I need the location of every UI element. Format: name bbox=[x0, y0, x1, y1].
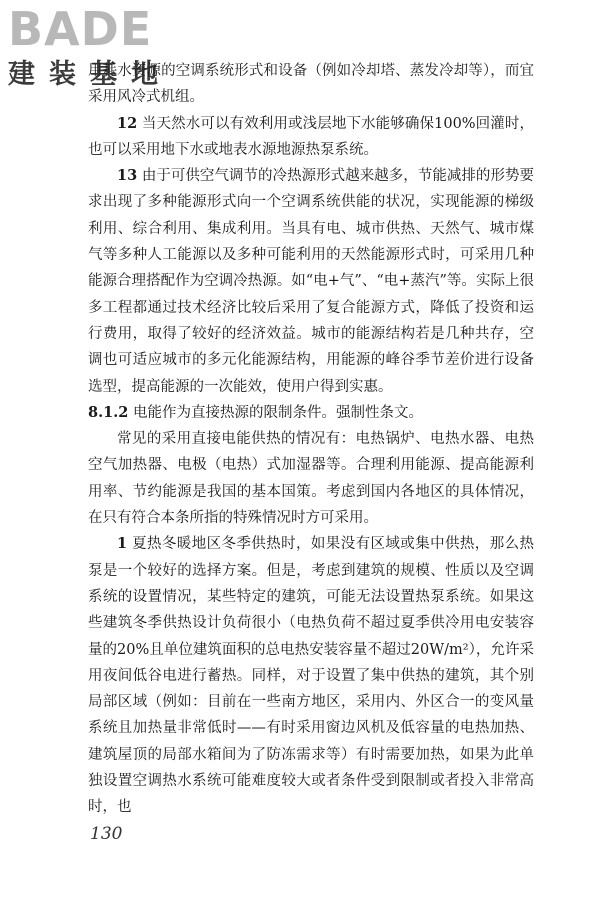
paragraph-text: 常见的采用直接电能供热的情况有：电热锅炉、电热水器、电热空气加热器、电极（电热）式加湿器等。合理利用能源、提高能源利用率、节约能源是我国的基本国策。考虑到国内各地区的具体情况，在只有符合本条所指的特殊情况时方可采用。 bbox=[88, 431, 534, 527]
logo-brand: BADE bbox=[8, 2, 153, 56]
paragraph-item-12 bbox=[88, 111, 534, 164]
paragraph-text: 夏热冬暖地区冬季供热时，如果没有区域或集中供热，那么热泵是一个较好的选择方案。但是，考虑到建筑的规模、性质以及空调系统的设置情况，某些特定的建筑，可能无法设置热泵系统。如果这些建筑冬季供热设计负荷很小（电热负荷不超过夏季供冷用电安装容量的20%且单位建筑面积的总电热安装容量不超过20W/m²），允许采用夜间低谷电进行蓄热。同样，对于设置了集中供热的建筑，其个别局部区域（例如：目前在一些南方地区，采用内、外区合一的变风量系统且加热量非常低时——有时采用窗边风机及低容量的电热加热、建筑屋顶的局部水箱间为了防冻需求等）有时需要加热，如果为此单独设置空调热水系统可能难度较大或者条件受到限制或者投入非常高时，也 bbox=[88, 536, 535, 816]
paragraph-body bbox=[88, 426, 534, 531]
item-number: 12 bbox=[117, 114, 138, 132]
clause-heading bbox=[88, 400, 534, 426]
paragraph-continued bbox=[88, 58, 534, 111]
item-number: 13 bbox=[117, 167, 138, 185]
paragraph-text: 用耗水资源的空调系统形式和设备（例如冷却塔、蒸发冷却等），而宜采用风冷式机组。 bbox=[88, 63, 534, 106]
paragraph-item-13 bbox=[88, 163, 534, 400]
clause-number: 8.1.2 bbox=[88, 403, 129, 421]
paragraph-item-1 bbox=[88, 531, 534, 820]
page-body bbox=[88, 58, 534, 821]
page-number: 130 bbox=[90, 824, 123, 844]
paragraph-text: 当天然水可以有效利用或浅层地下水能够确保100%回灌时，也可以采用地下水或地表水源地源热泵系统。 bbox=[88, 115, 535, 158]
item-number: 1 bbox=[117, 535, 128, 553]
logo-subtitle: 建装基地 bbox=[8, 59, 172, 90]
clause-title: 电能作为直接热源的限制条件。强制性条文。 bbox=[132, 404, 423, 421]
paragraph-text: 由于可供空气调节的冷热源形式越来越多，节能减排的形势要求出现了多种能源形式向一个空调系统供能的状况，实现能源的梯级利用、综合利用、集成利用。当具有电、城市供热、天然气、城市煤气等多种人工能源以及多种可能利用的天然能源形式时，可采用几种能源合理搭配作为空调冷热源。如“电+气”、“电+蒸汽”等。实际上很多工程都通过技术经济比较后采用了复合能源方式，降低了投资和运行费用，取得了较好的经济效益。城市的能源结构若是几种共存，空调也可适应城市的多元化能源结构，用能源的峰谷季节差价进行设备选型，提高能源的一次能效，使用户得到实惠。 bbox=[88, 168, 535, 395]
